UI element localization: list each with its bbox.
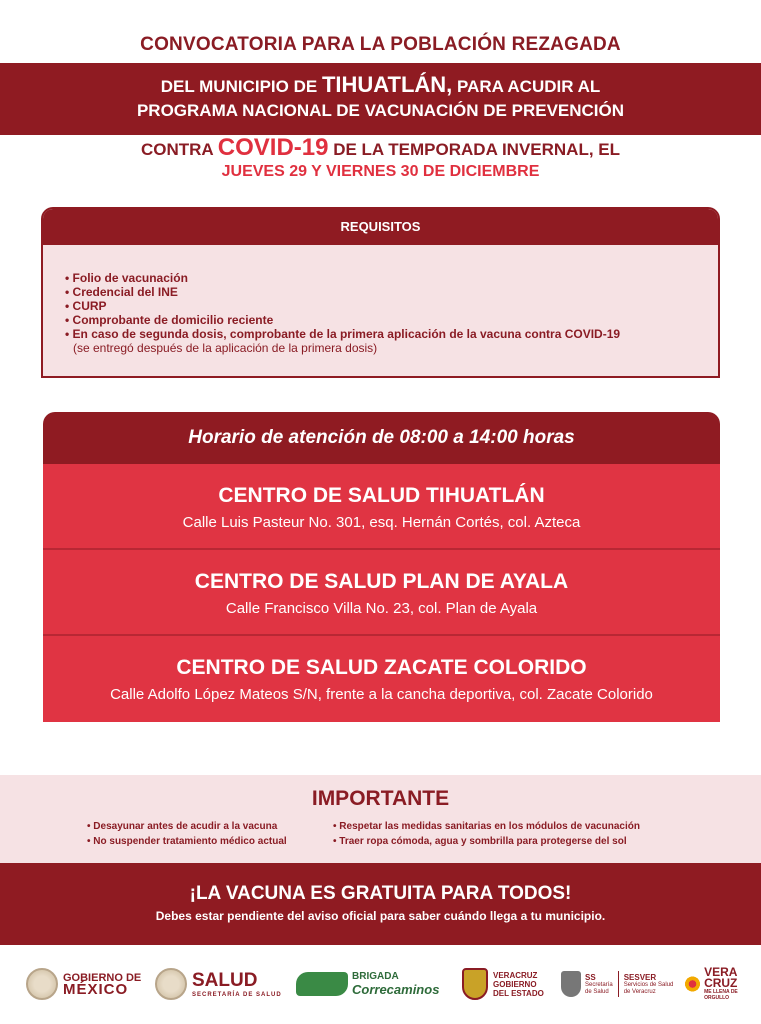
- veracruz-marca-logo: [684, 960, 761, 1008]
- shield-icon: [561, 971, 581, 997]
- gratuita-band: [0, 863, 761, 945]
- line3-suffix: DE LA TEMPORADA INVERNAL, EL: [328, 140, 621, 159]
- centro-name: CENTRO DE SALUD TIHUATLÁN: [218, 484, 545, 507]
- gobierno-mexico-logo: [26, 960, 141, 1008]
- band-line1: [0, 72, 761, 98]
- logo-text: CRUZ: [704, 976, 738, 990]
- logo-text: Secretaría: [585, 981, 613, 988]
- centro-address: Calle Adolfo López Mateos S/N, frente a la cancha deportiva, col. Zacate Colorido: [110, 686, 653, 703]
- covid-label: COVID-19: [217, 134, 329, 161]
- list-item: • Respetar las medidas sanitarias en los módulos de vacunación: [333, 819, 640, 834]
- logo-text: GOBIERNO DE: [63, 972, 142, 984]
- dates-line: JUEVES 29 Y VIERNES 30 DE DICIEMBRE: [221, 163, 540, 180]
- coat-of-arms-icon: [462, 968, 488, 1000]
- requisitos-list: [65, 271, 620, 341]
- importante-heading: IMPORTANTE: [311, 787, 450, 810]
- list-item: • Desayunar antes de acudir a la vacuna: [87, 819, 287, 834]
- logo-text: Servicios de Salud: [623, 981, 674, 988]
- logo-text: de Salud: [585, 988, 609, 995]
- band-suffix: PARA ACUDIR AL: [452, 77, 601, 96]
- horario-heading: Horario de atención de 08:00 a 14:00 horas: [43, 412, 720, 464]
- list-item: • Traer ropa cómoda, agua y sombrilla para protegerse del sol: [333, 834, 640, 849]
- salud-logo: [155, 960, 282, 1008]
- importante-right-list: [333, 819, 640, 849]
- requisitos-box: [41, 207, 720, 378]
- eagle-seal-icon: [26, 968, 58, 1000]
- band-prefix: DEL MUNICIPIO DE: [160, 77, 322, 96]
- logo-text: MÉXICO: [63, 981, 129, 998]
- brigada-correcaminos-logo: [296, 960, 439, 1008]
- logo-text: SS: [585, 972, 596, 982]
- logo-text: Correcaminos: [352, 982, 440, 997]
- list-item: • Credencial del INE: [65, 285, 620, 299]
- logo-text: GOBIERNO: [493, 979, 537, 989]
- logo-text: ME LLENA DE ORGULLO: [704, 989, 738, 1001]
- logo-text: de Veracruz: [623, 988, 656, 995]
- centro-name: CENTRO DE SALUD PLAN DE AYALA: [194, 570, 569, 593]
- logo-text: SALUD: [192, 970, 258, 991]
- municipio-name: TIHUATLÁN,: [321, 72, 453, 97]
- centro-address: Calle Francisco Villa No. 23, col. Plan de Ayala: [225, 600, 538, 617]
- requisitos-heading: REQUISITOS: [43, 209, 718, 245]
- divider: [618, 971, 619, 997]
- centro-zacate-colorido: [43, 636, 720, 722]
- header-band: [0, 63, 761, 135]
- centro-plan-de-ayala: [43, 550, 720, 636]
- eagle-seal-icon: [155, 968, 187, 1000]
- gratuita-subtitle: Debes estar pendiente del aviso oficial para saber cuándo llega a tu municipio.: [155, 909, 606, 923]
- importante-box: [0, 775, 761, 863]
- band-line2: PROGRAMA NACIONAL DE VACUNACIÓN DE PREVENCIÓN: [136, 101, 625, 120]
- list-item: • Comprobante de domicilio reciente: [65, 313, 620, 327]
- list-item: • Folio de vacunación: [65, 271, 620, 285]
- requisitos-note: (se entregó después de la aplicación de la primera dosis): [73, 341, 378, 355]
- logo-text: BRIGADA: [352, 971, 399, 982]
- roadrunner-icon: [296, 972, 348, 996]
- flower-icon: [684, 975, 701, 993]
- logos-footer: [0, 960, 761, 1010]
- gratuita-title: ¡LA VACUNA ES GRATUITA PARA TODOS!: [189, 883, 572, 904]
- logo-text: VERA: [704, 965, 738, 979]
- logo-text: VERACRUZ: [493, 970, 538, 980]
- importante-left-list: [87, 819, 287, 849]
- centro-tihuatlan: [43, 464, 720, 550]
- sesver-logo: [561, 960, 673, 1008]
- title-line3: [0, 134, 761, 162]
- logo-text: SESVER: [623, 972, 657, 982]
- centro-name: CENTRO DE SALUD ZACATE COLORIDO: [176, 656, 587, 679]
- title-line1: CONVOCATORIA PARA LA POBLACIÓN REZAGADA: [140, 34, 621, 55]
- list-item: • CURP: [65, 299, 620, 313]
- veracruz-gobierno-logo: [462, 960, 544, 1008]
- line3-prefix: CONTRA: [140, 140, 218, 159]
- list-item: • En caso de segunda dosis, comprobante de la primera aplicación de la vacuna contra COVID-19: [65, 327, 620, 341]
- centro-address: Calle Luis Pasteur No. 301, esq. Hernán Cortés, col. Azteca: [182, 514, 581, 531]
- horario-box: [43, 412, 720, 722]
- logo-text: DEL ESTADO: [493, 988, 544, 998]
- logo-text: SECRETARÍA DE SALUD: [192, 992, 282, 998]
- list-item: • No suspender tratamiento médico actual: [87, 834, 287, 849]
